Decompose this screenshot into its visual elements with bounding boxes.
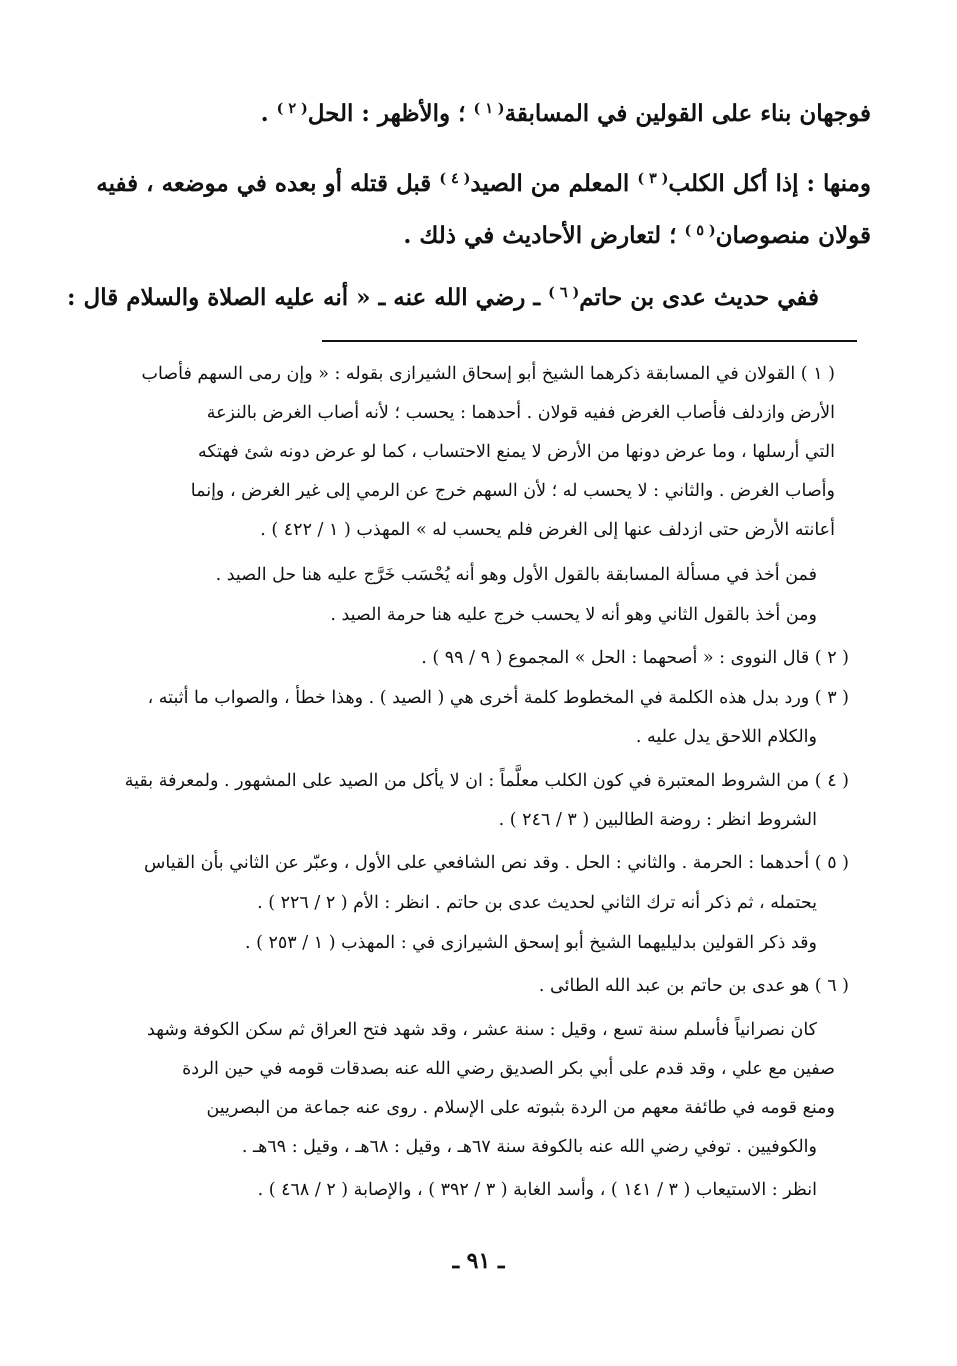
main-text: ـ رضي الله عنه ـ « أنه عليه الصلاة والسلام قال :: [67, 284, 549, 311]
footnote-ref: ( ٦ ): [548, 285, 580, 302]
footnote-ref: ( ١ ): [473, 101, 505, 118]
main-line-3: [403, 222, 871, 249]
footnote-ref: ( ٥ ): [684, 223, 716, 240]
footnote-line: ( ٢ ) قال النووى : « أصحهما : الحل » المجموع ( ٩ / ٩٩ ) .: [421, 648, 849, 668]
footnote-line: ومن أخذ بالقول الثاني وهو أنه لا يحسب خرج عليه هنا حرمة الصيد .: [330, 605, 817, 625]
main-text: ففي حديث عدى بن حاتم: [579, 284, 819, 311]
footnote-line: فمن أخذ في مسألة المسابقة بالقول الأول وهو أنه يُحْسَب خَرَّج عليه هنا حل الصيد .: [215, 565, 817, 585]
footnote-line: صفين مع علي ، وقد قدم على أبي بكر الصديق رضي الله عنه بصدقات قومه في حين الردة: [182, 1059, 835, 1079]
main-line-1: [261, 100, 871, 127]
main-line-4: [67, 284, 819, 311]
main-text: .: [260, 100, 277, 127]
main-text: ؛ لتعارض الأحاديث في ذلك .: [403, 222, 685, 249]
footnote-line: يحتمله ، ثم ذكر أنه ترك الثاني لحديث عدى بن حاتم . انظر : الأم ( ٢ / ٢٢٦ ) .: [257, 893, 817, 913]
footnote-ref: ( ٤ ): [439, 171, 471, 188]
footnote-line: أعانته الأرض حتى ازدلف عنها إلى الغرض فلم يحسب له » المهذب ( ١ / ٤٢٢ ) .: [260, 520, 835, 540]
footnote-line: كان نصرانياً فأسلم سنة تسع ، وقيل : سنة عشر ، وقد شهد فتح العراق ثم سكن الكوفة وشهد: [147, 1020, 817, 1040]
main-text: قبل قتله أو بعده في موضعه ، ففيه: [96, 170, 440, 197]
footnote-line: والكلام اللاحق يدل عليه .: [635, 727, 817, 747]
footnote-line: وأصاب الغرض . والثاني : لا يحسب له ؛ لأن السهم خرج عن الرمي إلى غير الغرض ، وإنما: [190, 481, 835, 501]
main-text: ؛ والأظهر : الحل: [307, 100, 474, 127]
footnote-line: ( ٤ ) من الشروط المعتبرة في كون الكلب معلَّماً : ان لا يأكل من الصيد على المشهور . ولمعرفة بقية: [124, 771, 849, 791]
footnote-separator: [322, 340, 857, 342]
footnote-ref: ( ٢ ): [276, 101, 308, 118]
footnote-line: ( ٣ ) ورد بدل هذه الكلمة في المخطوط كلمة أخرى هي ( الصيد ) . وهذا خطأ ، والصواب ما أثبته ،: [147, 688, 849, 708]
footnote-line: ( ٥ ) أحدهما : الحرمة . والثاني : الحل . وقد نص الشافعي على الأول ، وعبّر عن الثاني بأن القياس: [144, 853, 849, 873]
main-text: قولان منصوصان: [715, 222, 871, 249]
page-number: ـ ٩١ ـ: [452, 1248, 505, 1274]
main-text: فوجهان بناء على القولين في المسابقة: [504, 100, 871, 127]
main-line-2: [96, 170, 871, 197]
footnote-line: الشروط انظر : روضة الطالبين ( ٣ / ٢٤٦ ) .: [498, 810, 817, 830]
footnote-line: وقد ذكر القولين بدليليهما الشيخ أبو إسحق الشيرازى في : المهذب ( ١ / ٢٥٣ ) .: [244, 933, 817, 953]
footnote-line: والكوفيين . توفي رضي الله عنه بالكوفة سنة ٦٧هـ ، وقيل : ٦٨هـ ، وقيل : ٦٩هـ .: [241, 1137, 817, 1157]
footnote-line: ( ٦ ) هو عدى بن حاتم بن عبد الله الطائى .: [538, 976, 849, 996]
footnote-line: انظر : الاستيعاب ( ٣ / ١٤١ ) ، وأسد الغابة ( ٣ / ٣٩٢ ) ، والإصابة ( ٢ / ٤٦٨ ) .: [257, 1180, 817, 1200]
footnote-line: التي أرسلها ، وما عرض دونها من الأرض لا يمنع الاحتساب ، كما لو عرض دونه شئ فهتكه: [198, 442, 835, 462]
footnote-line: الأرض وازدلف فأصاب الغرض ففيه قولان . أحدهما : يحسب ؛ لأنه أصاب الغرض بالنزعة: [206, 403, 835, 423]
footnote-line: ( ١ ) القولان في المسابقة ذكرهما الشيخ أبو إسحاق الشيرازى بقوله : « وإن رمى السهم فأصاب: [141, 364, 835, 384]
main-text: ومنها : إذا أكل الكلب: [668, 170, 871, 197]
footnote-line: ومنع قومه في طائفة معهم من الردة بثبوته على الإسلام . روى عنه جماعة من البصريين: [206, 1098, 835, 1118]
main-text: المعلم من الصيد: [470, 170, 638, 197]
footnote-ref: ( ٣ ): [637, 171, 669, 188]
